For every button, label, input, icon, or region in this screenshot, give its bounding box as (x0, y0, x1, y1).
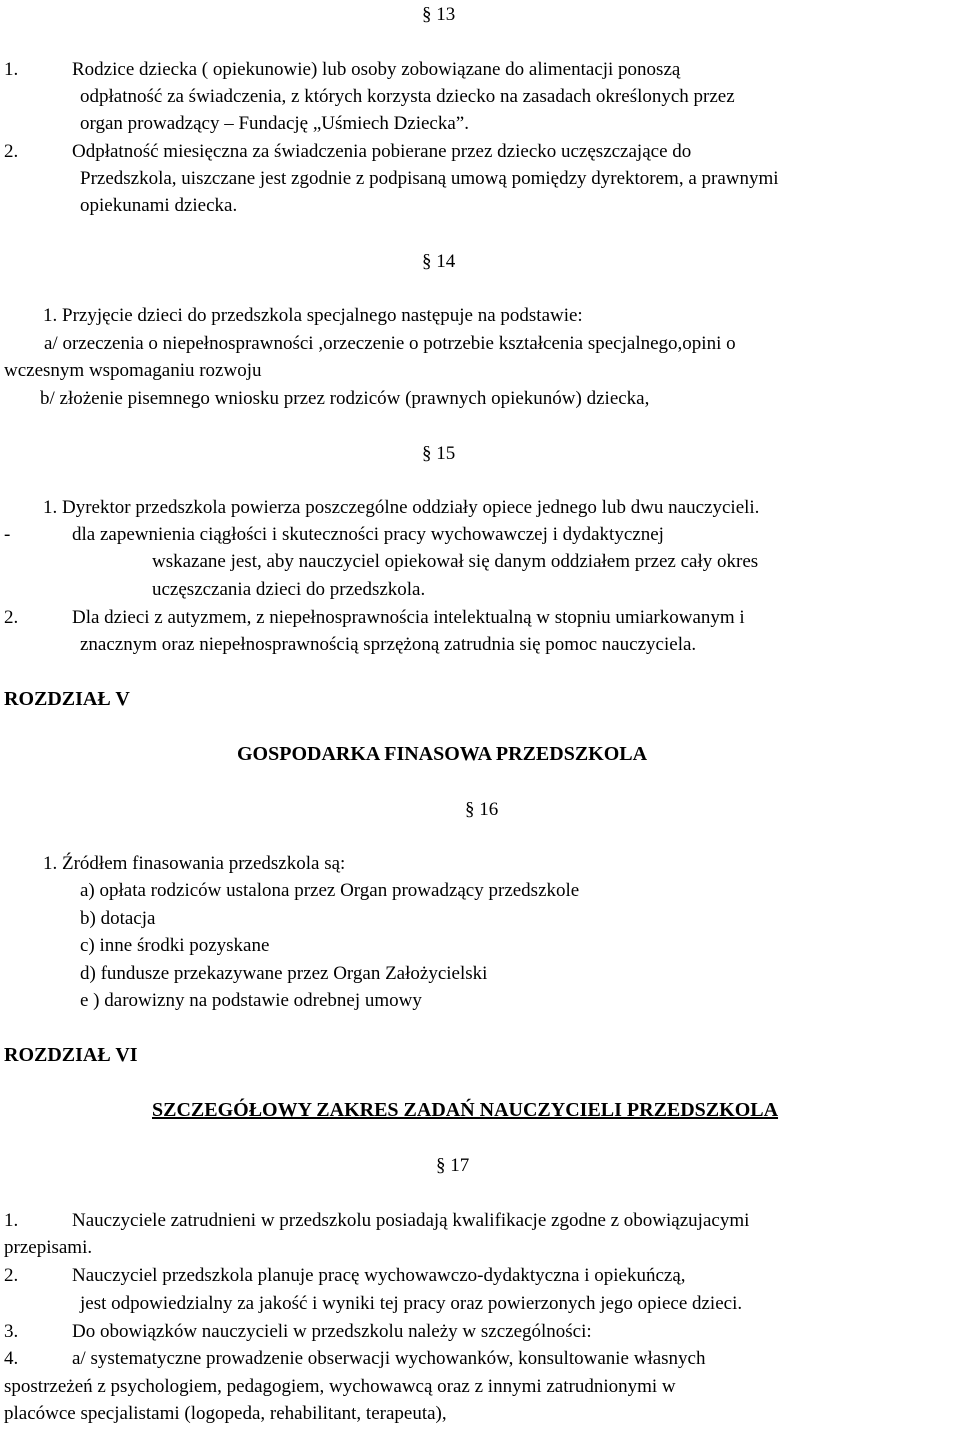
p15-text-1: 1. Dyrektor przedszkola powierza poszczególne oddziały opiece jednego lub dwu nauczycieli. (43, 497, 760, 518)
p16-text-1: 1. Źródłem finasowania przedszkola są: (43, 853, 346, 874)
p16-item-c: c) inne środki pozyskane (80, 935, 270, 956)
section-14-heading: § 14 (422, 251, 456, 272)
p17-num-4: 4. (4, 1348, 19, 1369)
p15-text-2a: dla zapewnienia ciągłości i skuteczności pracy wychowawczej i dydaktycznej (72, 524, 664, 545)
chapter-5-title: GOSPODARKA FINASOWA PRZEDSZKOLA (237, 743, 648, 765)
p17-text-3: Do obowiązków nauczycieli w przedszkolu należy w szczególności: (72, 1321, 592, 1342)
p13-num-2: 2. (4, 141, 19, 162)
chapter-6-label: ROZDZIAŁ VI (4, 1044, 138, 1066)
p17-num-3: 3. (4, 1321, 19, 1342)
p16-item-d: d) fundusze przekazywane przez Organ Założycielski (80, 963, 488, 984)
p13-text-2c: opiekunami dziecka. (80, 195, 238, 216)
p13-text-1c: organ prowadzący – Fundację „Uśmiech Dziecka”. (80, 113, 469, 134)
p13-text-1b: odpłatność za świadczenia, z których korzysta dziecko na zasadach określonych przez (80, 86, 735, 107)
p16-item-b: b) dotacja (80, 908, 156, 929)
section-16-heading: § 16 (465, 799, 499, 820)
p15-text-2b: wskazane jest, aby nauczyciel opiekował się danym oddziałem przez cały okres (152, 551, 759, 572)
p17-text-2b: jest odpowiedzialny za jakość i wyniki tej pracy oraz powierzonych jego opiece dzieci. (80, 1293, 743, 1314)
p17-text-2a: Nauczyciel przedszkola planuje pracę wychowawczo-dydaktyczna i opiekuńczą, (72, 1265, 686, 1286)
section-17-heading: § 17 (436, 1155, 470, 1176)
p16-item-a: a) opłata rodziców ustalona przez Organ prowadzący przedszkole (80, 880, 580, 901)
p13-text-2b: Przedszkola, uiszczane jest zgodnie z podpisaną umową pomiędzy dyrektorem, a prawnymi (80, 168, 779, 189)
p13-text-2a: Odpłatność miesięczna za świadczenia pobierane przez dziecko uczęszczające do (72, 141, 692, 162)
p15-num-2: 2. (4, 607, 19, 628)
p15-text-3b: znacznym oraz niepełnosprawnością sprzężoną zatrudnia się pomoc nauczyciela. (80, 634, 697, 655)
p14-text-3: wczesnym wspomaganiu rozwoju (4, 360, 262, 381)
p17-text-1b: przepisami. (4, 1237, 93, 1258)
section-13-heading: § 13 (422, 4, 456, 25)
p17-num-2: 2. (4, 1265, 19, 1286)
p17-num-1: 1. (4, 1210, 19, 1231)
section-15-heading: § 15 (422, 443, 456, 464)
p13-num-1: 1. (4, 59, 19, 80)
p15-dash: - (4, 524, 11, 545)
p14-text-1: 1. Przyjęcie dzieci do przedszkola specjalnego następuje na podstawie: (43, 305, 583, 326)
p17-text-4a: a/ systematyczne prowadzenie obserwacji wychowanków, konsultowanie własnych (72, 1348, 706, 1369)
p14-text-4: b/ złożenie pisemnego wniosku przez rodziców (prawnych opiekunów) dziecka, (40, 388, 650, 409)
chapter-6-title: SZCZEGÓŁOWY ZAKRES ZADAŃ NAUCZYCIELI PRZEDSZKOLA (152, 1099, 779, 1121)
p13-text-1a: Rodzice dziecka ( opiekunowie) lub osoby zobowiązane do alimentacji ponoszą (72, 59, 681, 80)
p16-item-e: e ) darowizny na podstawie odrebnej umowy (80, 990, 422, 1011)
p15-text-2c: uczęszczania dzieci do przedszkola. (152, 579, 426, 600)
p17-text-1a: Nauczyciele zatrudnieni w przedszkolu posiadają kwalifikacje zgodne z obowiązujacymi (72, 1210, 750, 1231)
p15-text-3a: Dla dzieci z autyzmem, z niepełnosprawnościa intelektualną w stopniu umiarkowanym i (72, 607, 745, 628)
p17-text-4b: spostrzeżeń z psychologiem, pedagogiem, wychowawcą oraz z innymi zatrudnionymi w (4, 1376, 676, 1397)
p17-text-4c: placówce specjalistami (logopeda, rehabilitant, terapeuta), (4, 1403, 447, 1424)
chapter-5-label: ROZDZIAŁ V (4, 688, 130, 710)
p14-text-2: a/ orzeczenia o niepełnosprawności ,orzeczenie o potrzebie kształcenia specjalnego,opini o (44, 333, 736, 354)
